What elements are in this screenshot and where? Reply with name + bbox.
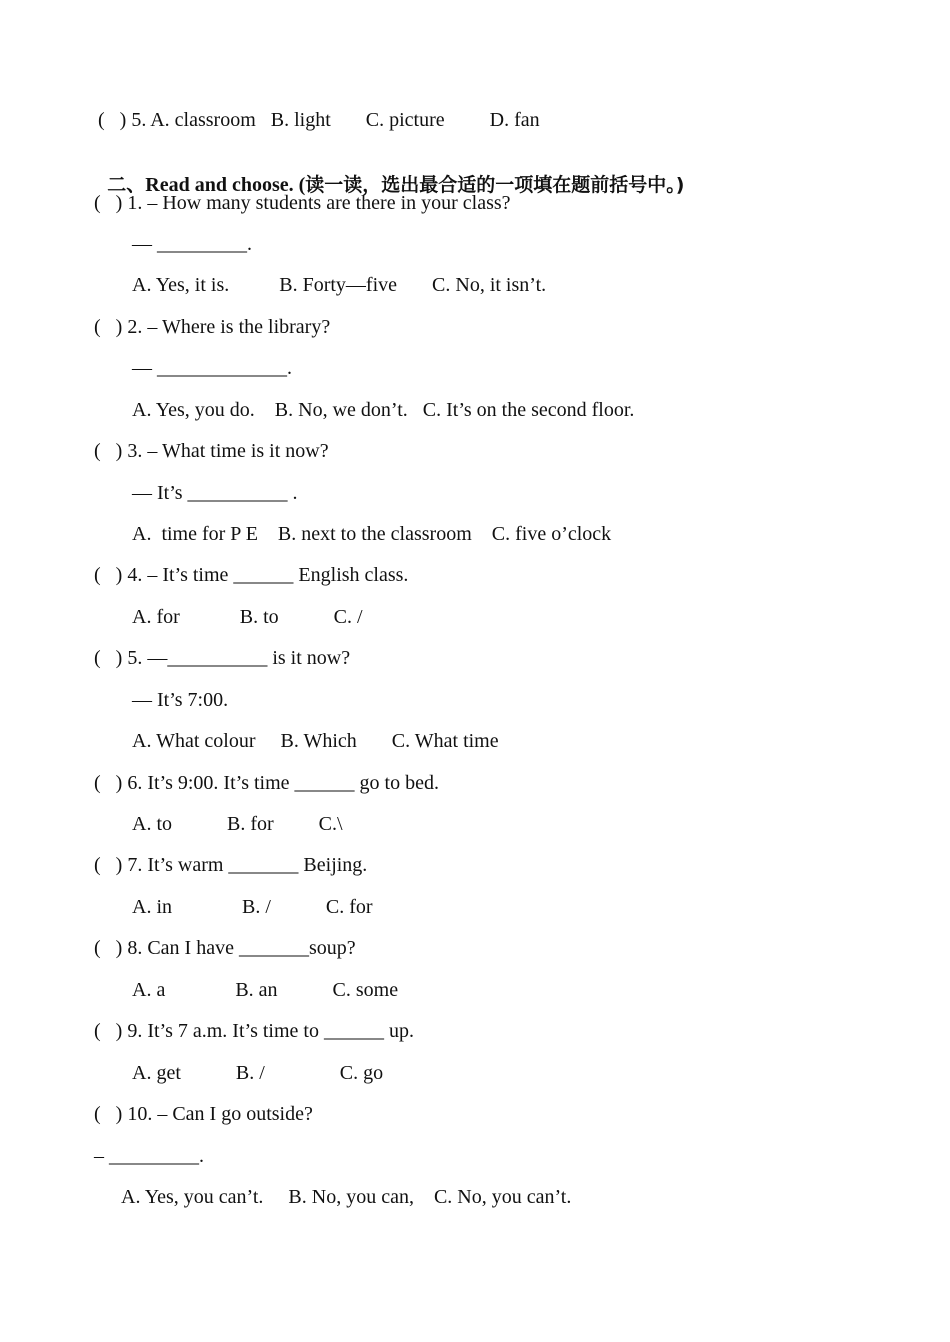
question-7: ( ) 7. It’s warm _______ Beijing. <box>94 854 368 876</box>
section-heading <box>94 149 684 197</box>
section-number: 二、 <box>107 174 146 196</box>
top-item: ( ) 5. A. classroom B. light C. picture D. fan <box>98 109 540 131</box>
answer-5: — It’s 7:00. <box>132 689 229 711</box>
question-1: ( ) 1. – How many students are there in your class? <box>94 192 511 214</box>
section-title: Read and choose. ( <box>145 174 306 196</box>
question-9: ( ) 9. It’s 7 a.m. It’s time to ______ up. <box>94 1020 414 1042</box>
section-instruction: 读一读，选出最合适的一项填在题前括号中。) <box>305 174 685 196</box>
options-1: A. Yes, it is. B. Forty—five C. No, it isn’t. <box>132 274 547 296</box>
question-10: ( ) 10. – Can I go outside? <box>94 1103 313 1125</box>
question-8: ( ) 8. Can I have _______soup? <box>94 937 356 959</box>
options-7: A. in B. / C. for <box>132 896 373 918</box>
answer-3: — It’s __________ . <box>132 482 298 504</box>
answer-2: — _____________. <box>132 357 292 379</box>
question-6: ( ) 6. It’s 9:00. It’s time ______ go to bed. <box>94 772 439 794</box>
question-4: ( ) 4. – It’s time ______ English class. <box>94 564 409 586</box>
options-8: A. a B. an C. some <box>132 979 399 1001</box>
options-5: A. What colour B. Which C. What time <box>132 730 499 752</box>
options-2: A. Yes, you do. B. No, we don’t. C. It’s on the second floor. <box>132 399 635 421</box>
options-3: A. time for P E B. next to the classroom C. five o’clock <box>132 523 612 545</box>
question-3: ( ) 3. – What time is it now? <box>94 440 329 462</box>
question-2: ( ) 2. – Where is the library? <box>94 316 331 338</box>
options-4: A. for B. to C. / <box>132 606 363 628</box>
options-6: A. to B. for C.\ <box>132 813 343 835</box>
answer-10: – _________. <box>94 1145 204 1167</box>
options-10: A. Yes, you can’t. B. No, you can, C. No, you can’t. <box>121 1186 572 1208</box>
question-5: ( ) 5. —__________ is it now? <box>94 647 351 669</box>
answer-1: — _________. <box>132 233 252 255</box>
options-9: A. get B. / C. go <box>132 1062 384 1084</box>
